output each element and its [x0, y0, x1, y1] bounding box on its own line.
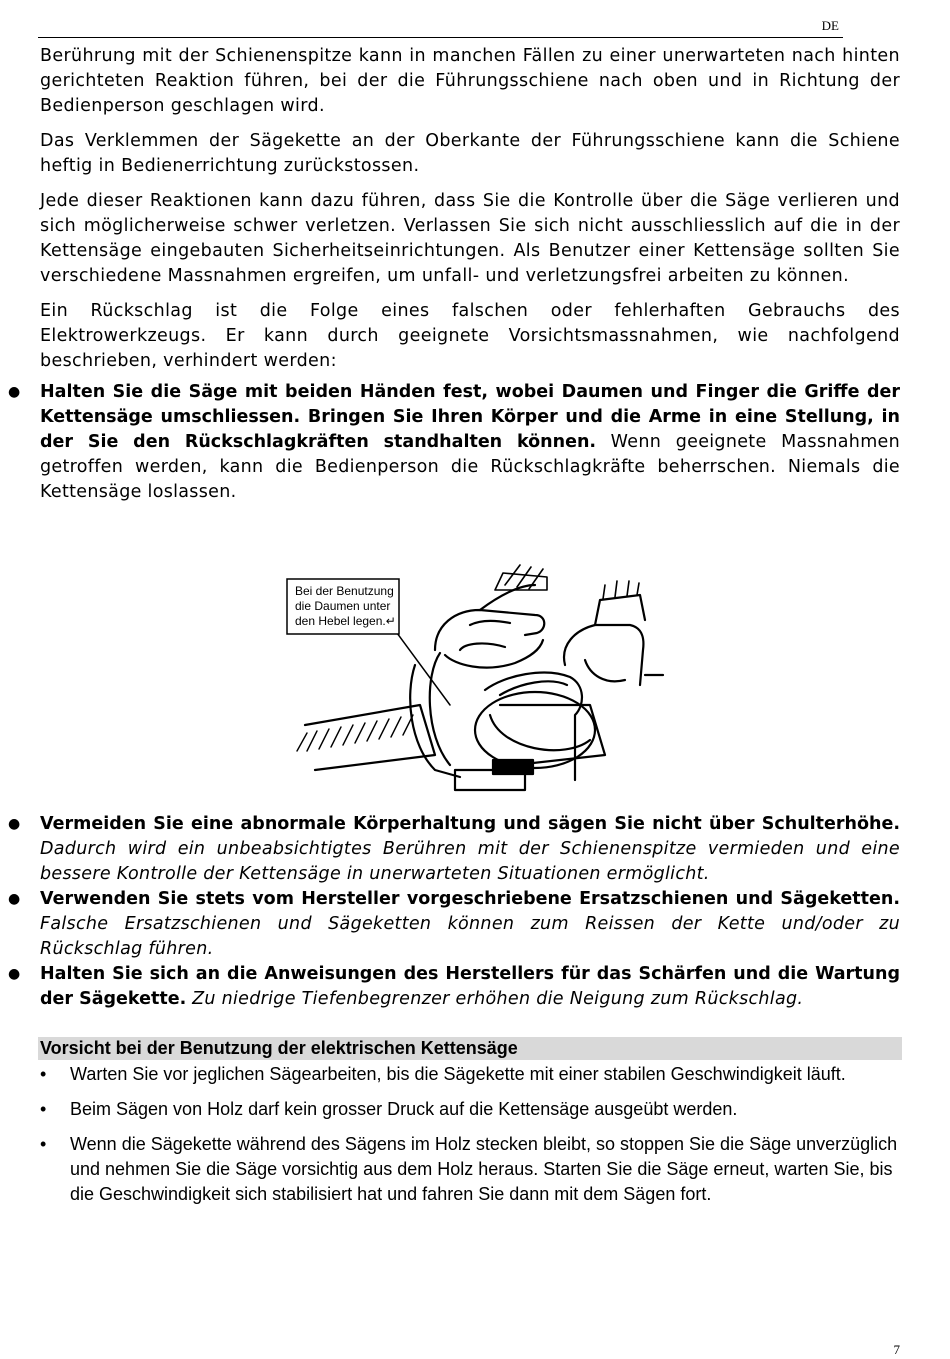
bullet-dot: •	[40, 1064, 47, 1084]
list-item-text: Wenn die Sägekette während des Sägens im Holz stecken bleibt, so stoppen Sie die Säge unverzüglich und nehmen Sie die Säge vorsichtig aus dem Holz heraus. Starten Sie die Säge erneut, warten Sie, bis die Geschwindigkeit sich stabilisiert hat und fahren Sie dann mit dem Sägen fort.	[70, 1134, 898, 1204]
bullet-item	[8, 812, 900, 887]
chainsaw-drawing	[285, 555, 665, 793]
bullet-dot: ●	[8, 816, 21, 832]
header-rule	[38, 37, 843, 38]
bullet-item	[8, 380, 900, 505]
list-item-text: Warten Sie vor jeglichen Sägearbeiten, bis die Sägekette mit einer stabilen Geschwindigkeit läuft.	[70, 1064, 846, 1084]
paragraph: Jede dieser Reaktionen kann dazu führen, dass Sie die Kontrolle über die Säge verlieren und sich möglicherweise schwer verletzen. Verlassen Sie sich nicht ausschliesslich auf die in der Kettensäge eingebauten Sicherheitseinrichtungen. Als Benutzer einer Kettensäge sollten Sie verschiedene Massnahmen ergreifen, um unfall- und verletzungsfrei arbeiten zu können.	[40, 191, 900, 286]
list-item	[40, 1132, 900, 1207]
paragraph: Das Verklemmen der Sägekette an der Oberkante der Führungsschiene kann die Schiene heftig in Bedienerrichtung zurückstossen.	[40, 131, 900, 176]
caution-list	[40, 1062, 900, 1217]
list-item-text: Beim Sägen von Holz darf kein grosser Druck auf die Kettensäge ausgeübt werden.	[70, 1099, 738, 1119]
callout-text: Bei der Benutzung	[295, 584, 394, 598]
section-heading	[38, 1037, 902, 1060]
section-heading-text: Vorsicht bei der Benutzung der elektrischen Kettensäge	[40, 1038, 518, 1058]
bullet-item	[8, 962, 900, 1012]
bullet-dot: ●	[8, 966, 21, 982]
language-tag: DE	[821, 18, 839, 33]
bullet-dot: ●	[8, 891, 21, 907]
callout-text: die Daumen unter	[295, 599, 391, 613]
bullet-bold-text: Verwenden Sie stets vom Hersteller vorgeschriebene Ersatzschienen und Sägeketten.	[40, 889, 900, 909]
bullet-dot: •	[40, 1134, 47, 1154]
bullet-dot: •	[40, 1099, 47, 1119]
bullet-italic-text: Falsche Ersatzschienen und Sägeketten können zum Reissen der Kette und/oder zu Rückschlag führen.	[40, 914, 900, 959]
chainsaw-grip-illustration	[285, 555, 665, 793]
bullet-item	[8, 887, 900, 962]
intro-text	[8, 44, 900, 505]
paragraph: Ein Rückschlag ist die Folge eines falschen oder fehlerhaften Gebrauchs des Elektrowerkzeugs. Er kann durch geeignete Vorsichtsmassnahmen, wie nachfolgend beschrieben, verhindert werden:	[40, 301, 900, 371]
paragraph: Berührung mit der Schienenspitze kann in manchen Fällen zu einer unerwarteten nach hinten gerichteten Reaktion führen, bei der die Führungsschiene nach oben und in Richtung der Bedienperson geschlagen wird.	[40, 46, 900, 116]
callout-text: den Hebel legen.↵	[295, 614, 396, 628]
page-number: 7	[893, 1342, 900, 1357]
bullet-italic-text: Zu niedrige Tiefenbegrenzer erhöhen die Neigung zum Rückschlag.	[186, 989, 804, 1009]
bullet-italic-text: Dadurch wird ein unbeabsichtigtes Berühren mit der Schienenspitze vermieden und eine bessere Kontrolle der Kettensäge in unerwarteten Situationen ermöglicht.	[40, 839, 900, 884]
bullet-bold-text: Vermeiden Sie eine abnormale Körperhaltung und sägen Sie nicht über Schulterhöhe.	[40, 814, 900, 834]
list-item	[40, 1097, 900, 1122]
bullet-text: Wenn geeignete Massnahmen getroffen werden, kann die Bedienperson die Rückschlagkräfte beherrschen. Niemals die Kettensäge loslassen.	[40, 432, 900, 502]
list-item	[40, 1062, 900, 1087]
bullet-bold-text: Halten Sie sich an die Anweisungen des Herstellers für das Schärfen und die Wartung der Sägekette.	[40, 964, 900, 1009]
safety-bullets	[8, 812, 900, 1012]
bullet-bold-text: Halten Sie die Säge mit beiden Händen fest, wobei Daumen und Finger die Griffe der Kettensäge umschliessen. Bringen Sie Ihren Körper und die Arme in eine Stellung, in der Sie den Rückschlagkräften standhalten können.	[40, 382, 900, 452]
bullet-dot: ●	[8, 384, 21, 400]
